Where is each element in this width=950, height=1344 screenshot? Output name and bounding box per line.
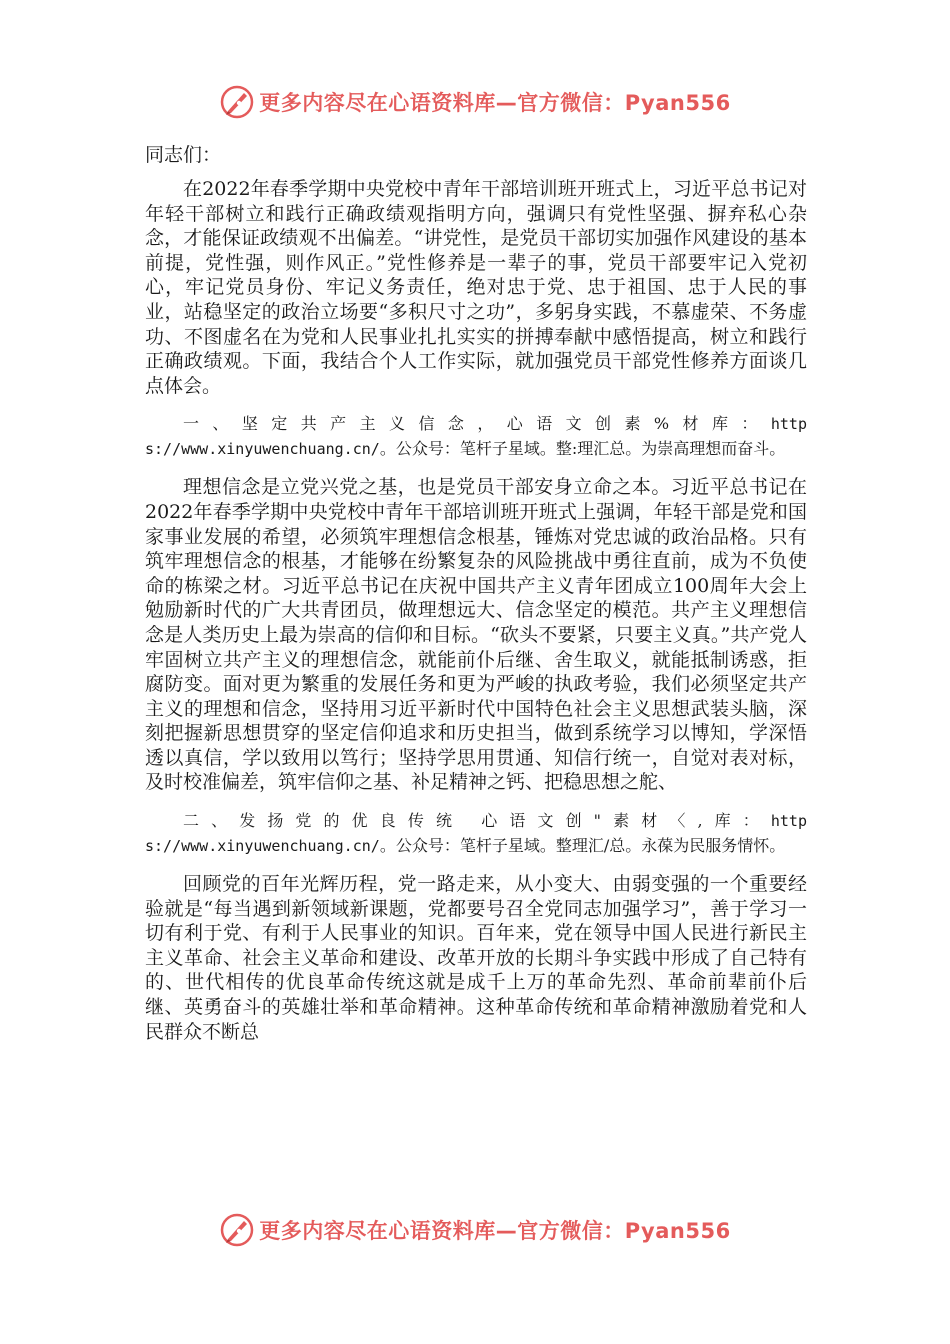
section-heading-1 [145,412,807,461]
greeting: 同志们： [145,144,222,166]
section-heading-2 [145,809,807,858]
pen-logo-icon [219,84,255,120]
section-heading-2-title: 二、发扬党的优良传统 心语文创"素材〈,库： [183,811,771,831]
pen-logo-icon [219,1212,255,1248]
banner-text: 更多内容尽在心语资料库—官方微信：Pyan556 [259,91,731,115]
intro-paragraph: 在2022年春季学期中央党校中青年干部培训班开班式上，习近平总书记对年轻干部树立和践行正确政绩观指明方向，强调只有党性坚强、摒弃私心杂念，才能保证政绩观不出偏差。“讲党性，是党员干部切实加强作风建设的基本前提，党性强，则作风正。”党性修养是一辈子的事，党员干部要牢记入党初心，牢记党员身份、牢记义务责任，绝对忠于党、忠于祖国、忠于人民的事业，站稳坚定的政治立场要“多积尺寸之功”，多躬身实践，不慕虚荣、不务虚功、不图虚名在为党和人民事业扎扎实实的拼搏奉献中感悟提高，树立和践行正确政绩观。下面，我结合个人工作实际，就加强党员干部党性修养方面谈几点体会。 [145,178,807,397]
document-body [145,142,807,1044]
footer-banner [0,1208,950,1252]
section-heading-1-tail: 。公众号：笔杆子星域。整:理汇总。为崇高理想而奋斗。 [379,438,786,458]
section-heading-2-tail: 。公众号：笔杆子星域。整理汇/总。永葆为民服务情怀。 [379,835,786,855]
section-heading-2-url: https://www.xinyuwenchuang.cn/ [145,812,807,855]
header-banner [0,80,950,124]
section-heading-1-url: https://www.xinyuwenchuang.cn/ [145,415,807,458]
banner-text: 更多内容尽在心语资料库—官方微信：Pyan556 [259,1219,731,1243]
section-heading-1-title: 一、坚定共产主义信念，心语文创素%材库： [183,414,771,434]
section-2-paragraph: 回顾党的百年光辉历程，党一路走来，从小变大、由弱变强的一个重要经验就是“每当遇到新领域新课题，党都要号召全党同志加强学习”，善于学习一切有利于党、有利于人民事业的知识。百年来，党在领导中国人民进行新民主主义革命、社会主义革命和建设、改革开放的长期斗争实践中形成了自己特有的、世代相传的优良革命传统这就是成千上万的革命先烈、革命前辈前仆后继、英勇奋斗的英雄壮举和革命精神。这种革命传统和革命精神激励着党和人民群众不断总 [145,873,807,1043]
section-1-paragraph: 理想信念是立党兴党之基，也是党员干部安身立命之本。习近平总书记在2022年春季学期中央党校中青年干部培训班开班式上强调，年轻干部是党和国家事业发展的希望，必须筑牢理想信念根基，锤炼对党忠诚的政治品格。只有筑牢理想信念的根基，才能够在纷繁复杂的风险挑战中勇往直前，成为不负使命的栋梁之材。习近平总书记在庆祝中国共产主义青年团成立100周年大会上勉励新时代的广大共青团员，做理想远大、信念坚定的模范。共产主义理想信念是人类历史上最为崇高的信仰和目标。“砍头不要紧，只要主义真。”共产党人牢固树立共产主义的理想信念，就能前仆后继、舍生取义，就能抵制诱惑，拒腐防变。面对更为繁重的发展任务和更为严峻的执政考验，我们必须坚定共产主义的理想和信念，坚持用习近平新时代中国特色社会主义思想武装头脑，深刻把握新思想贯穿的坚定信仰追求和历史担当，做到系统学习以博知，学深悟透以真信，学以致用以笃行；坚持学思用贯通、知信行统一，自觉对表对标，及时校准偏差，筑牢信仰之基、补足精神之钙、把稳思想之舵、 [145,476,807,794]
